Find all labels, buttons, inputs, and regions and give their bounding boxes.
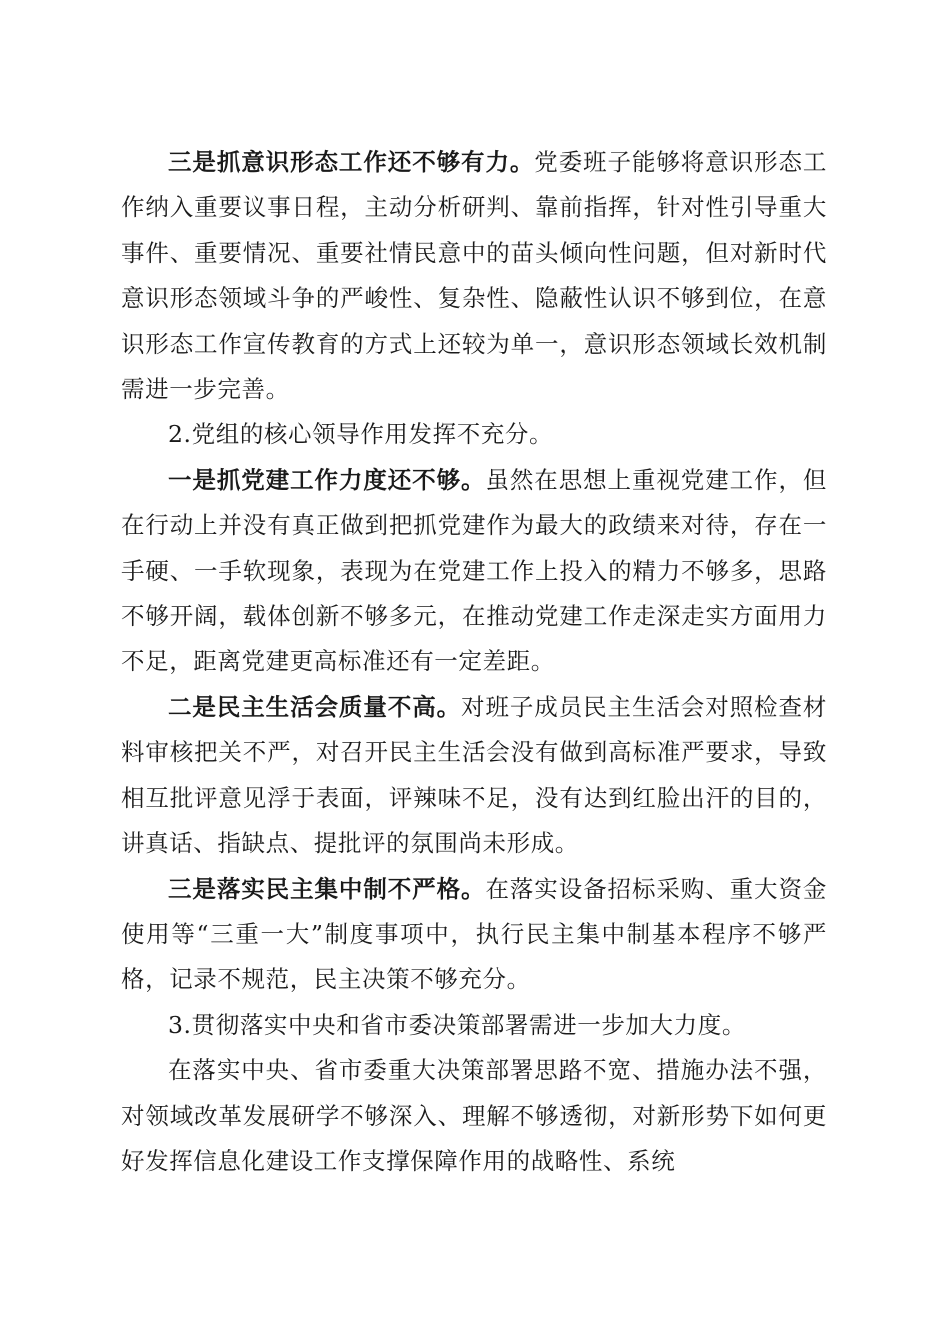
paragraph-democratic-life-meeting xyxy=(121,685,827,867)
paragraph-implementation xyxy=(121,1048,827,1184)
paragraph-heading: 三是抓意识形态工作还不够有力。 xyxy=(168,148,535,176)
paragraph-text: 3.贯彻落实中央和省市委决策部署需进一步加大力度。 xyxy=(168,1010,746,1039)
paragraph-text: 在落实中央、省市委重大决策部署思路不宽、措施办法不强，对领域改革发展研学不够深入、理解不够透彻，对新形势下如何更好发挥信息化建设工作支撑保障作用的战略性、系统 xyxy=(121,1056,827,1175)
document-body xyxy=(121,140,827,1184)
paragraph-party-building xyxy=(121,458,827,685)
paragraph-ideology-work xyxy=(121,140,827,412)
paragraph-heading: 二是民主生活会质量不高。 xyxy=(168,692,462,721)
paragraph-text: 对班子成员民主生活会对照检查材料审核把关不严，对召开民主生活会没有做到高标准严要求，导致相互批评意见浮于表面，评辣味不足，没有达到红脸出汗的目的，讲真话、指缺点、提批评的氛围尚未形成。 xyxy=(121,692,827,858)
paragraph-text: 在落实设备招标采购、重大资金使用等“三重一大”制度事项中，执行民主集中制基本程序不够严格，记录不规范，民主决策不够充分。 xyxy=(121,874,827,994)
paragraph-text: 党委班子能够将意识形态工作纳入重要议事日程，主动分析研判、靠前指挥，针对性引导重大事件、重要情况、重要社情民意中的苗头倾向性问题，但对新时代意识形态领域斗争的严峻性、复杂性、隐蔽性认识不够到位，在意识形态工作宣传教育的方式上还较为单一，意识形态领域长效机制需进一步完善。 xyxy=(121,148,828,404)
paragraph-text: 2.党组的核心领导作用发挥不充分。 xyxy=(168,420,554,449)
paragraph-heading: 一是抓党建工作力度还不够。 xyxy=(168,465,486,494)
section-heading-party-group xyxy=(121,412,827,457)
paragraph-democratic-centralism xyxy=(121,867,827,1003)
paragraph-heading: 三是落实民主集中制不严格。 xyxy=(168,874,486,903)
paragraph-text: 虽然在思想上重视党建工作，但在行动上并没有真正做到把抓党建作为最大的政绩来对待，存在一手硬、一手软现象，表现为在党建工作上投入的精力不够多，思路不够开阔，载体创新不够多元，在推动党建工作走深走实方面用力不足，距离党建更高标准还有一定差距。 xyxy=(121,465,827,676)
section-heading-implementation xyxy=(121,1003,827,1048)
